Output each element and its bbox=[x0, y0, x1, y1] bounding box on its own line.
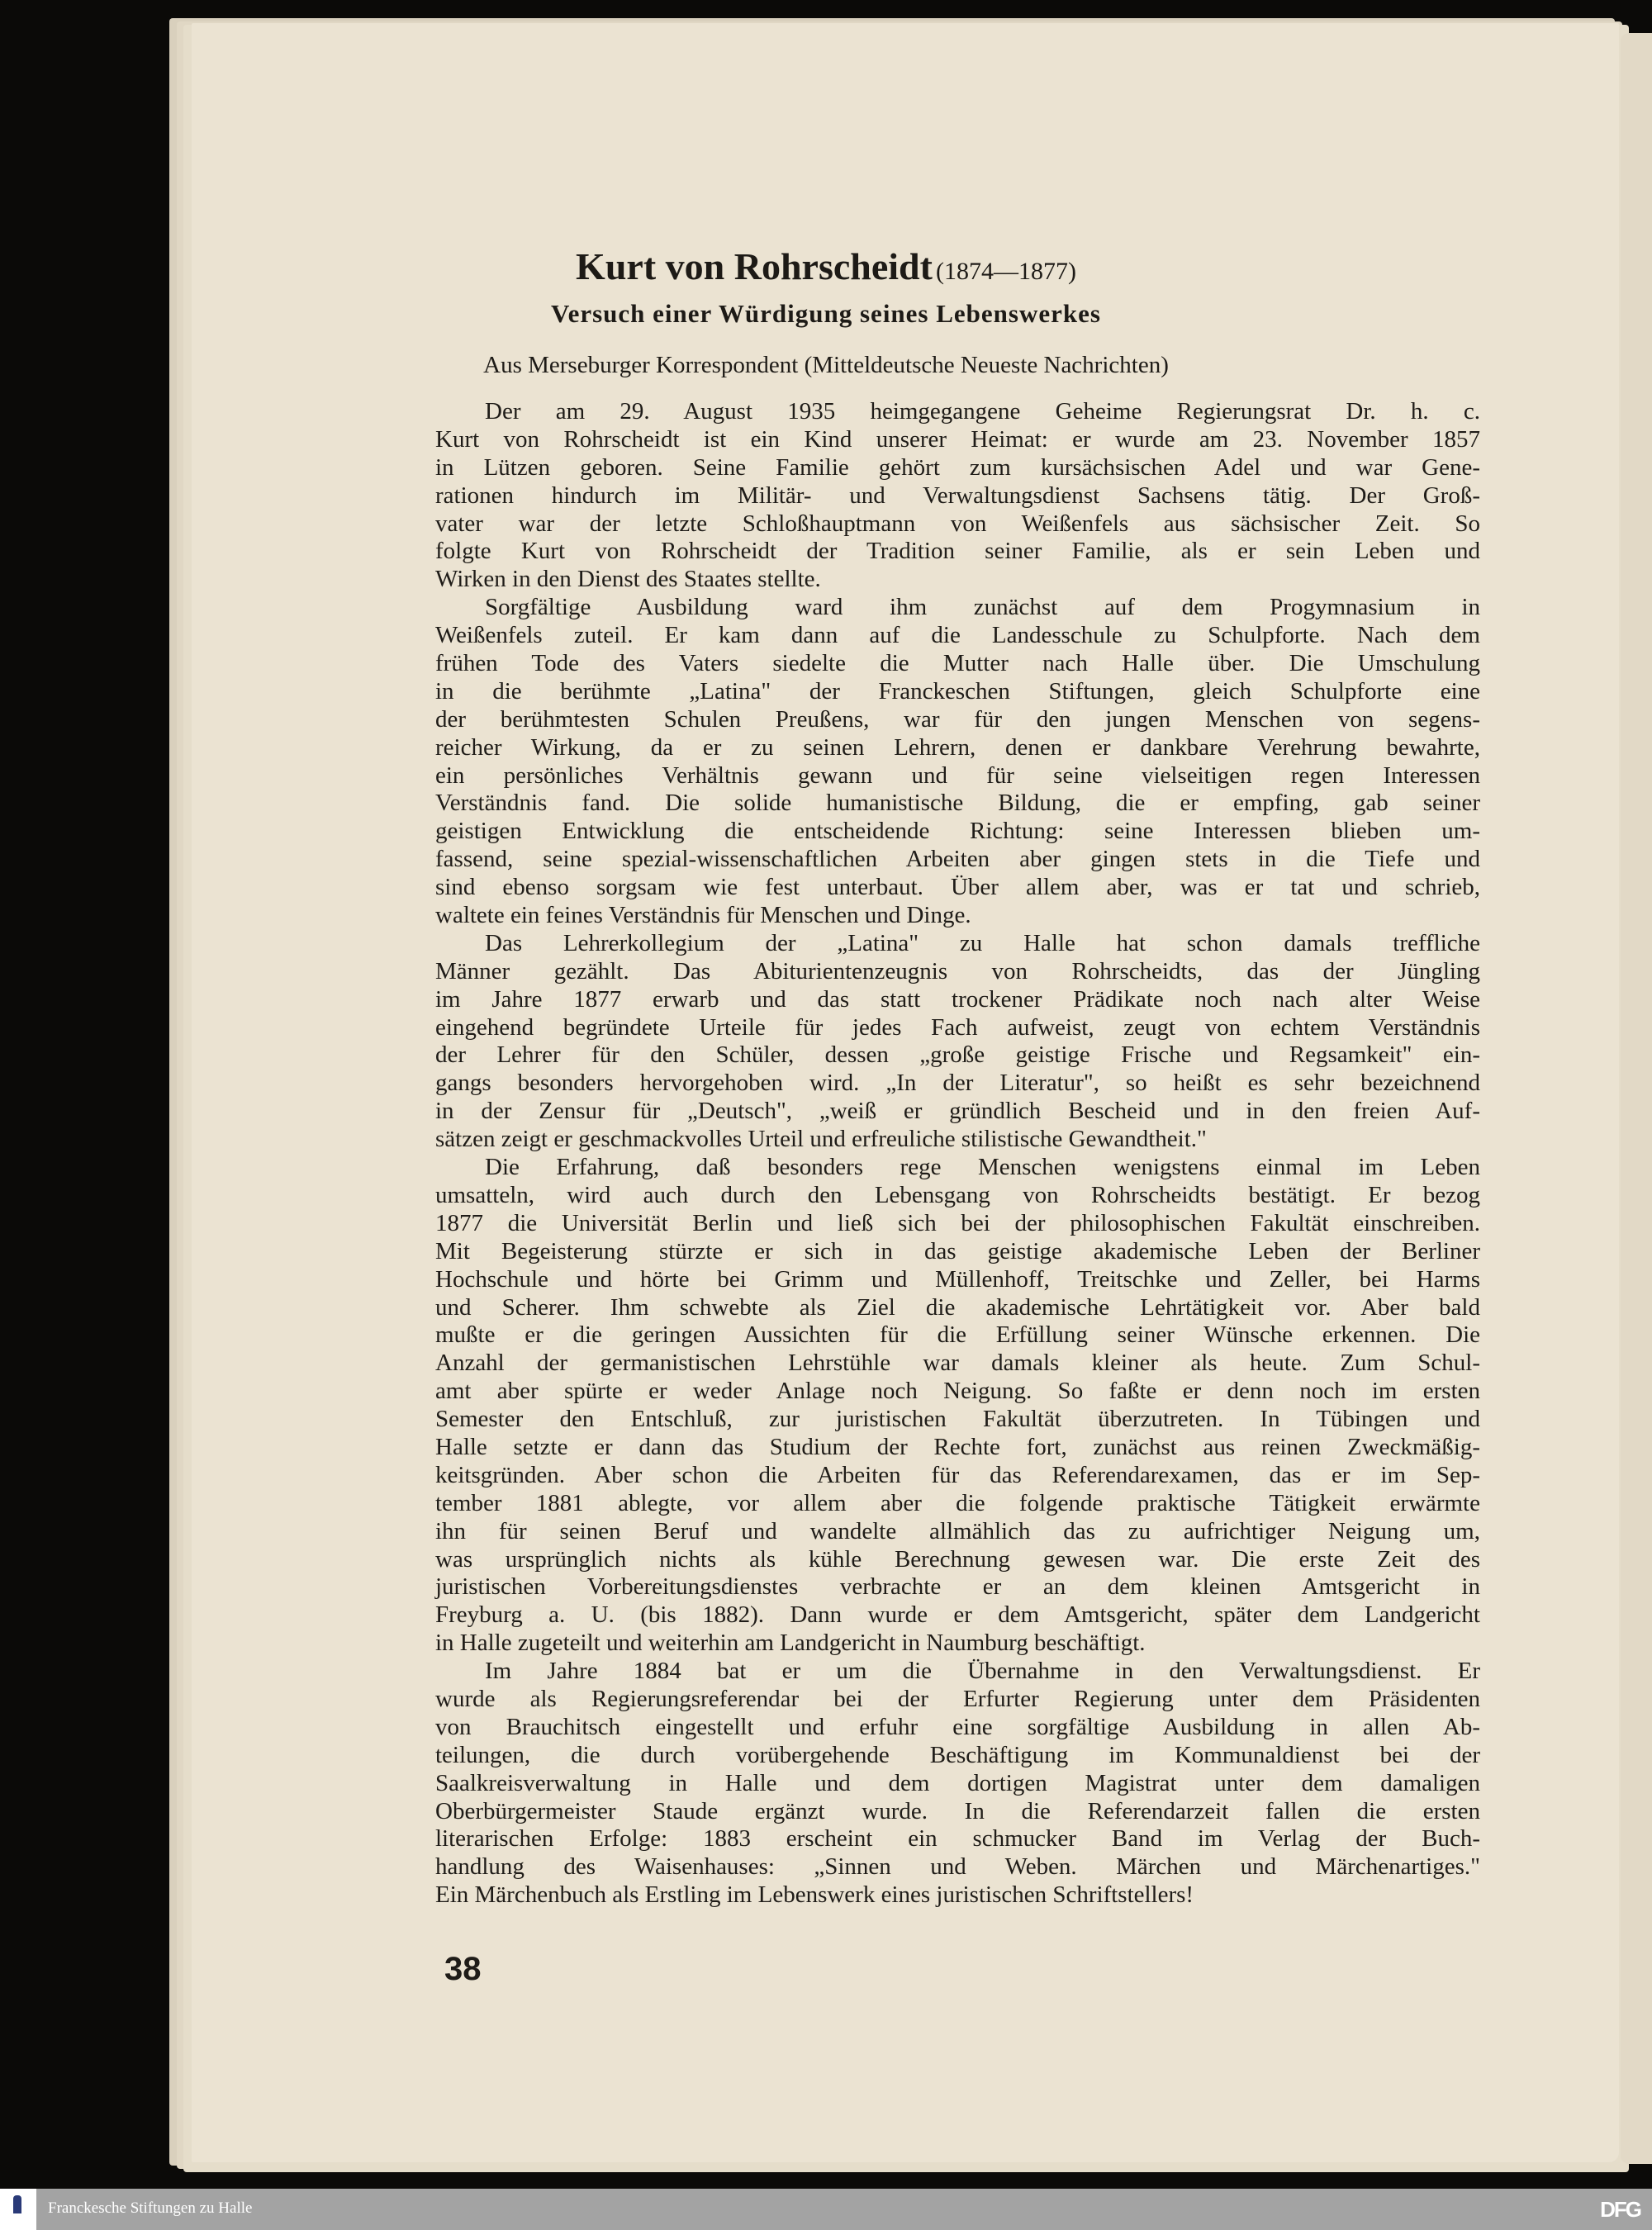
institution-name[interactable]: Franckesche Stiftungen zu Halle bbox=[48, 2199, 253, 2217]
text-line: 1877 die Universität Berlin und ließ sich bei der philosophischen Fakultät einschreiben. bbox=[435, 1209, 1480, 1236]
text-line: Männer gezählt. Das Abiturientenzeugnis von Rohrscheidts, das der Jüngling bbox=[435, 957, 1480, 985]
text-line: in der Zensur für „Deutsch", „weiß er gründlich Bescheid und in den freien Auf- bbox=[435, 1098, 1480, 1125]
text-line: mußte er die geringen Aussichten für die Erfüllung seiner Wünsche erkennen. Die bbox=[435, 1321, 1480, 1349]
text-line: der berühmtesten Schulen Preußens, war für den jungen Menschen von segens- bbox=[435, 705, 1480, 733]
text-line: rationen hindurch im Militär- und Verwaltungsdienst Sachsens tätig. Der Groß- bbox=[435, 482, 1480, 509]
text-line: im Jahre 1877 erwarb und das statt trockener Prädikate noch nach alter Weise bbox=[435, 985, 1480, 1013]
page-number: 38 bbox=[444, 1951, 482, 1987]
text-line: frühen Tode des Vaters siedelte die Mutter nach Halle über. Die Umschulung bbox=[435, 650, 1480, 677]
text-line: Mit Begeisterung stürzte er sich in das geistige akademische Leben der Berliner bbox=[435, 1237, 1480, 1264]
text-line: eingehend begründete Urteile für jedes Fach aufweist, zeugt von echtem Verständnis bbox=[435, 1013, 1480, 1041]
text-line: Weißenfels zuteil. Er kam dann auf die Landesschule zu Schulpforte. Nach dem bbox=[435, 622, 1480, 649]
footer-bar bbox=[0, 2189, 1652, 2230]
text-line: gangs besonders hervorgehoben wird. „In der Literatur", so heißt es sehr bezeichnend bbox=[435, 1070, 1480, 1097]
institution-logo[interactable] bbox=[0, 2189, 36, 2230]
article-subtitle: Versuch einer Würdigung seines Lebenswerkes bbox=[551, 299, 1101, 328]
paragraph bbox=[435, 1154, 1480, 1658]
text-line: amt aber spürte er weder Anlage noch Neigung. So faßte er denn noch im ersten bbox=[435, 1378, 1480, 1405]
text-line: Im Jahre 1884 bat er um die Übernahme in den Verwaltungsdienst. Er bbox=[485, 1658, 1480, 1685]
text-line: vater war der letzte Schloßhauptmann von Weißenfels aus sächsischer Zeit. So bbox=[435, 510, 1480, 537]
text-line: Sorgfältige Ausbildung ward ihm zunächst auf dem Progymnasium in bbox=[485, 594, 1480, 621]
text-line: in Halle zugeteilt und weiterhin am Landgericht in Naumburg beschäftigt. bbox=[435, 1630, 1146, 1657]
text-line: Wirken in den Dienst des Staates stellte. bbox=[435, 566, 821, 593]
text-line: der Lehrer für den Schüler, dessen „große geistige Frische und Regsamkeit" ein- bbox=[435, 1041, 1480, 1069]
text-line: wurde als Regierungsreferendar bei der Erfurter Regierung unter dem Präsidenten bbox=[435, 1685, 1480, 1712]
paragraph bbox=[435, 594, 1480, 930]
text-line: in Lützen geboren. Seine Familie gehört zum kursächsischen Adel und war Gene- bbox=[435, 453, 1480, 481]
text-line: literarischen Erfolge: 1883 erscheint ein schmucker Band im Verlag der Buch- bbox=[435, 1825, 1480, 1853]
text-line: Anzahl der germanistischen Lehrstühle war damals kleiner als heute. Zum Schul- bbox=[435, 1350, 1480, 1377]
text-line: ihn für seinen Beruf und wandelte allmählich das zu aufrichtiger Neigung um, bbox=[435, 1517, 1480, 1544]
dfg-logo[interactable]: DFG bbox=[1600, 2197, 1640, 2222]
text-line: Halle setzte er dann das Studium der Rechte fort, zunächst aus reinen Zweckmäßig- bbox=[435, 1433, 1480, 1460]
text-line: Semester den Entschluß, zur juristischen Fakultät überzutreten. In Tübingen und bbox=[435, 1406, 1480, 1433]
article-title bbox=[0, 244, 1652, 288]
text-line: teilungen, die durch vorübergehende Beschäftigung im Kommunaldienst bei der bbox=[435, 1741, 1480, 1768]
paragraph bbox=[435, 398, 1480, 594]
text-line: Die Erfahrung, daß besonders rege Menschen wenigstens einmal im Leben bbox=[485, 1154, 1480, 1181]
text-line: fassend, seine spezial-wissenschaftlichen Arbeiten aber gingen stets in die Tiefe und bbox=[435, 846, 1480, 873]
text-line: Oberbürgermeister Staude ergänzt wurde. In die Referendarzeit fallen die ersten bbox=[435, 1797, 1480, 1824]
text-line: in die berühmte „Latina" der Franckeschen Stiftungen, gleich Schulpforte eine bbox=[435, 677, 1480, 705]
title-name: Kurt von Rohrscheidt bbox=[576, 245, 933, 287]
text-line: und Scherer. Ihm schwebte als Ziel die akademische Lehrtätigkeit vor. Aber bald bbox=[435, 1293, 1480, 1321]
text-line: von Brauchitsch eingestellt und erfuhr eine sorgfältige Ausbildung in allen Ab- bbox=[435, 1713, 1480, 1740]
text-line: sätzen zeigt er geschmackvolles Urteil und erfreuliche stilistische Gewandtheit." bbox=[435, 1126, 1207, 1153]
paragraph bbox=[435, 930, 1480, 1154]
text-line: waltete ein feines Verständnis für Menschen und Dinge. bbox=[435, 902, 971, 929]
logo-figure-icon bbox=[13, 2195, 21, 2213]
text-line: sind ebenso sorgsam wie fest unterbaut. Über allem aber, was er tat und schrieb, bbox=[435, 874, 1480, 901]
text-line: Ein Märchenbuch als Erstling im Lebenswerk eines juristischen Schriftstellers! bbox=[435, 1881, 1194, 1909]
text-line: tember 1881 ablegte, vor allem aber die folgende praktische Tätigkeit erwärmte bbox=[435, 1489, 1480, 1516]
text-line: Kurt von Rohrscheidt ist ein Kind unserer Heimat: er wurde am 23. November 1857 bbox=[435, 425, 1480, 453]
text-line: geistigen Entwicklung die entscheidende Richtung: seine Interessen blieben um- bbox=[435, 818, 1480, 845]
text-line: Verständnis fand. Die solide humanistische Bildung, die er empfing, gab seiner bbox=[435, 790, 1480, 817]
text-line: handlung des Waisenhauses: „Sinnen und Weben. Märchen und Märchenartiges." bbox=[435, 1853, 1480, 1881]
text-line: Saalkreisverwaltung in Halle und dem dortigen Magistrat unter dem damaligen bbox=[435, 1769, 1480, 1796]
text-line: ein persönliches Verhältnis gewann und für seine vielseitigen regen Interessen bbox=[435, 762, 1480, 789]
text-line: Hochschule und hörte bei Grimm und Müllenhoff, Treitschke und Zeller, bei Harms bbox=[435, 1265, 1480, 1293]
text-line: umsatteln, wird auch durch den Lebensgang von Rohrscheidts bestätigt. Er bezog bbox=[435, 1181, 1480, 1208]
text-line: reicher Wirkung, da er zu seinen Lehrern, denen er dankbare Verehrung bewahrte, bbox=[435, 733, 1480, 761]
article-body bbox=[435, 398, 1480, 1910]
text-line: was ursprünglich nichts als kühle Berechnung gewesen war. Die erste Zeit des bbox=[435, 1545, 1480, 1573]
text-line: Das Lehrerkollegium der „Latina" zu Halle hat schon damals treffliche bbox=[485, 929, 1480, 956]
text-line: juristischen Vorbereitungsdienstes verbrachte er an dem kleinen Amtsgericht in bbox=[435, 1573, 1480, 1601]
text-line: folgte Kurt von Rohrscheidt der Tradition seiner Familie, als er sein Leben und bbox=[435, 538, 1480, 565]
text-line: keitsgründen. Aber schon die Arbeiten für das Referendarexamen, das er im Sep- bbox=[435, 1461, 1480, 1488]
paragraph bbox=[435, 1658, 1480, 1910]
title-years: (1874—1877) bbox=[935, 258, 1076, 285]
text-line: Der am 29. August 1935 heimgegangene Geheime Regierungsrat Dr. h. c. bbox=[485, 398, 1480, 425]
text-line: Freyburg a. U. (bis 1882). Dann wurde er dem Amtsgericht, später dem Landgericht bbox=[435, 1601, 1480, 1629]
article-source: Aus Merseburger Korrespondent (Mitteldeutsche Neueste Nachrichten) bbox=[483, 352, 1169, 378]
